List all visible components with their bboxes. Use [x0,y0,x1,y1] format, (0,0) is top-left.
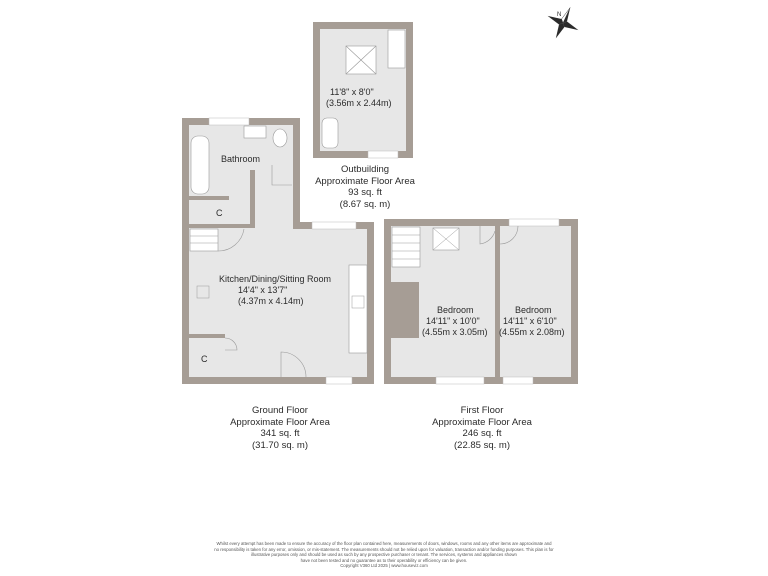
kitchen-label: Kitchen/Dining/Sitting Room [219,274,332,284]
first-floor-caption-sqm: (22.85 sq. m) [454,439,510,451]
bedroom2-label: Bedroom [515,305,552,315]
first-floor-caption-title: First Floor [460,405,504,416]
disclaimer-line: have not been tested and no guarantee as to their operability or efficiency can be given. [300,557,468,563]
disclaimer-line: illustrative purposes only and should be used as such by any prospective purchaser or tenant. The services, systems and appliances shown [251,552,517,558]
compass-icon [540,2,586,44]
bedroom1-label: Bedroom [437,305,474,315]
outbuilding-counter [388,30,405,68]
bedroom1-window [436,377,484,384]
chimney-breast [391,282,419,338]
ground-floor-caption-sqm: (31.70 sq. m) [252,439,308,451]
disclaimer-line: no responsibility is taken for any error, omission, or mis-statement. The measurements should not be relied upon for valuation, transaction and/or funding purposes. This plan is for [214,546,554,552]
bedroom1-dims-metric: (4.55m x 3.05m) [422,327,488,337]
cupboard-label-lower: C [201,354,208,364]
outbuilding-plan [313,22,413,158]
bedroom2-dims-imperial: 14'11" x 6'10" [503,316,557,326]
kitchen-dims-metric: (4.37m x 4.14m) [238,296,304,306]
copyright-line: Copyright V360 Ltd 2025 | www.houseviz.com [340,563,428,569]
kitchen-window-top [312,222,356,229]
first-floor-stairs [392,227,420,267]
washbasin [244,126,266,138]
first-floor-plan [384,219,578,384]
toilet [273,129,287,147]
outbuilding-bath [322,118,338,148]
bedroom2-dims-metric: (4.55m x 2.08m) [499,327,565,337]
outbuilding-window [368,151,398,158]
bathroom-label: Bathroom [221,154,261,164]
kitchen-dims-imperial: 14'4" x 13'7" [238,285,288,295]
first-floor-caption-subtitle: Approximate Floor Area [432,416,532,428]
first-floor-caption-sqft: 246 sq. ft [462,428,502,439]
disclaimer-line: Whilst every attempt has been made to ensure the accuracy of the floor plan contained here, measurements of doors, windows, rooms and any other items are approximate and [216,541,552,546]
outbuilding-caption [290,164,440,210]
bedroom1-dims-imperial: 14'11" x 10'0" [426,316,480,326]
ground-stairs [190,229,218,251]
compass-north-label: N [557,12,562,18]
outbuilding-dims-line2: (3.56m x 2.44m) [326,98,392,108]
bedroom2-window-bottom [503,377,533,384]
cupboard-label-upper: C [216,208,223,218]
outbuilding-dims-line1: 11'8" x 8'0" [330,87,374,97]
first-floor-caption [407,405,557,451]
disclaimer-text [150,541,618,569]
kitchen-counter [349,265,367,353]
ground-floor-caption [205,405,355,451]
outbuilding-caption-title: Outbuilding [340,164,390,175]
ground-floor-caption-title: Ground Floor [252,405,308,416]
kitchen-window-bottom [326,377,352,384]
bedroom-partition [495,226,500,377]
ground-floor-caption-subtitle: Approximate Floor Area [230,416,330,428]
bathtub [191,136,209,194]
outbuilding-caption-sqm: (8.67 sq. m) [339,198,391,210]
bathroom-window [209,118,249,125]
outbuilding-caption-sqft: 93 sq. ft [348,187,382,198]
bedroom2-window-top [509,219,559,226]
outbuilding-caption-subtitle: Approximate Floor Area [315,175,415,187]
ground-floor-caption-sqft: 341 sq. ft [260,428,300,439]
